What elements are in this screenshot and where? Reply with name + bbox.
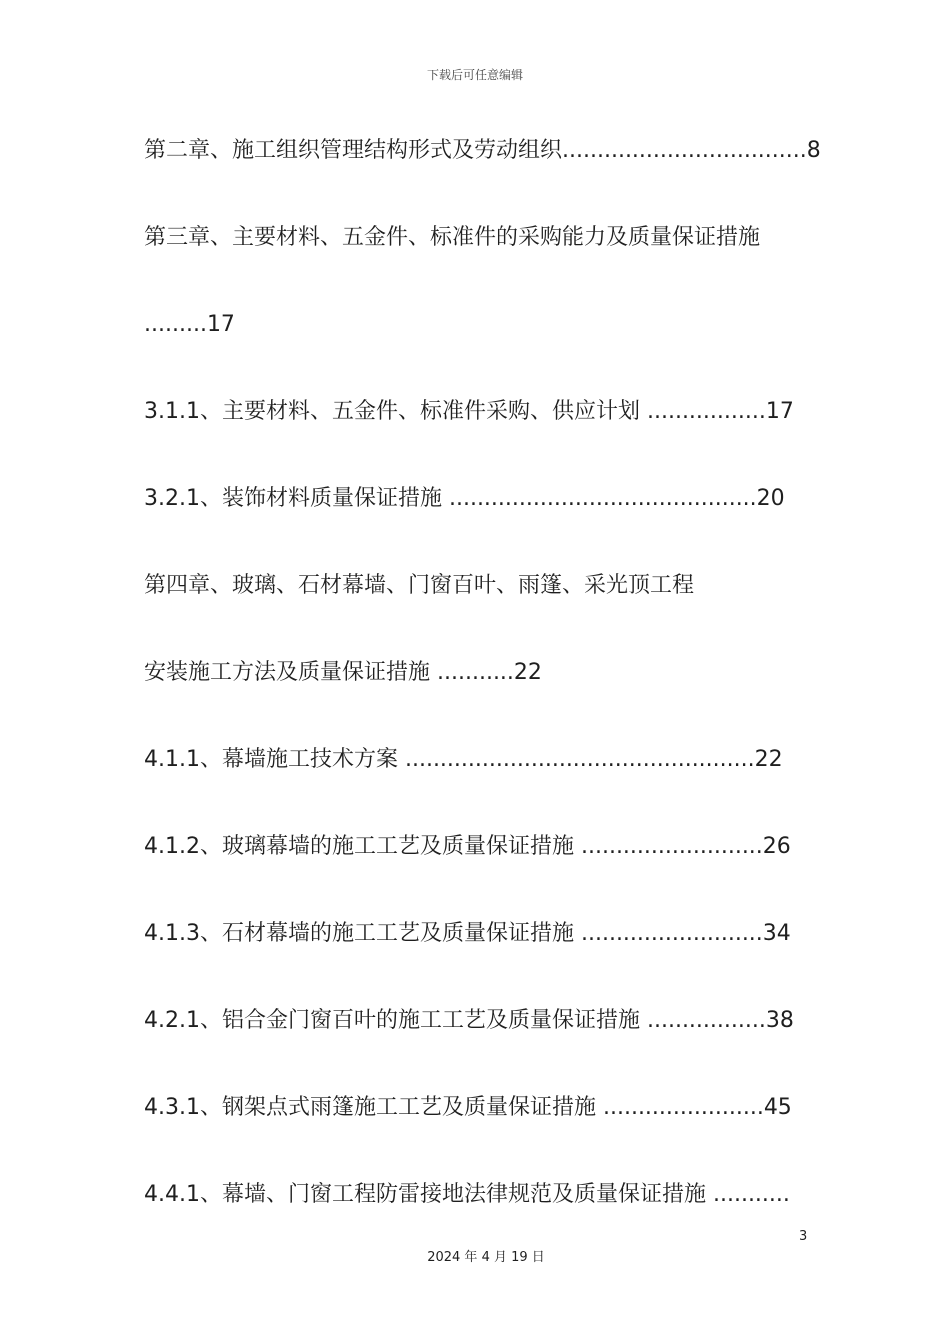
- toc-entry-4-1-2: 4.1.2、玻璃幕墙的施工工艺及质量保证措施 ..........................26: [144, 834, 791, 859]
- toc-entry-4-1-1: 4.1.1、幕墙施工技术方案 ..................................................22: [144, 747, 783, 772]
- toc-entry-3-2-1: 3.2.1、装饰材料质量保证措施 ............................................20: [144, 486, 785, 511]
- toc-entry-4-2-1: 4.2.1、铝合金门窗百叶的施工工艺及质量保证措施 .................38: [144, 1008, 794, 1033]
- toc-entry-4-1-3: 4.1.3、石材幕墙的施工工艺及质量保证措施 ..........................34: [144, 921, 791, 946]
- toc-entry-chapter-4: 第四章、玻璃、石材幕墙、门窗百叶、雨篷、采光顶工程: [144, 573, 695, 598]
- toc-entry-chapter-3-page: .........17: [144, 312, 235, 337]
- page-footer-date: 2024 年 4 月 19 日: [427, 1250, 545, 1265]
- toc-entry-3-1-1: 3.1.1、主要材料、五金件、标准件采购、供应计划 .................17: [144, 399, 794, 424]
- page-header: 下载后可任意编辑: [426, 68, 523, 82]
- toc-entry-chapter-3: 第三章、主要材料、五金件、标准件的采购能力及质量保证措施: [144, 225, 761, 250]
- toc-entry-chapter-2: 第二章、施工组织管理结构形式及劳动组织...................................8: [144, 138, 821, 163]
- toc-entry-4-4-1: 4.4.1、幕墙、门窗工程防雷接地法律规范及质量保证措施 ...........: [144, 1182, 790, 1207]
- page-number: 3: [799, 1229, 808, 1244]
- toc-entry-chapter-4-cont: 安装施工方法及质量保证措施 ...........22: [144, 660, 542, 685]
- toc-entry-4-3-1: 4.3.1、钢架点式雨篷施工工艺及质量保证措施 .......................45: [144, 1095, 792, 1120]
